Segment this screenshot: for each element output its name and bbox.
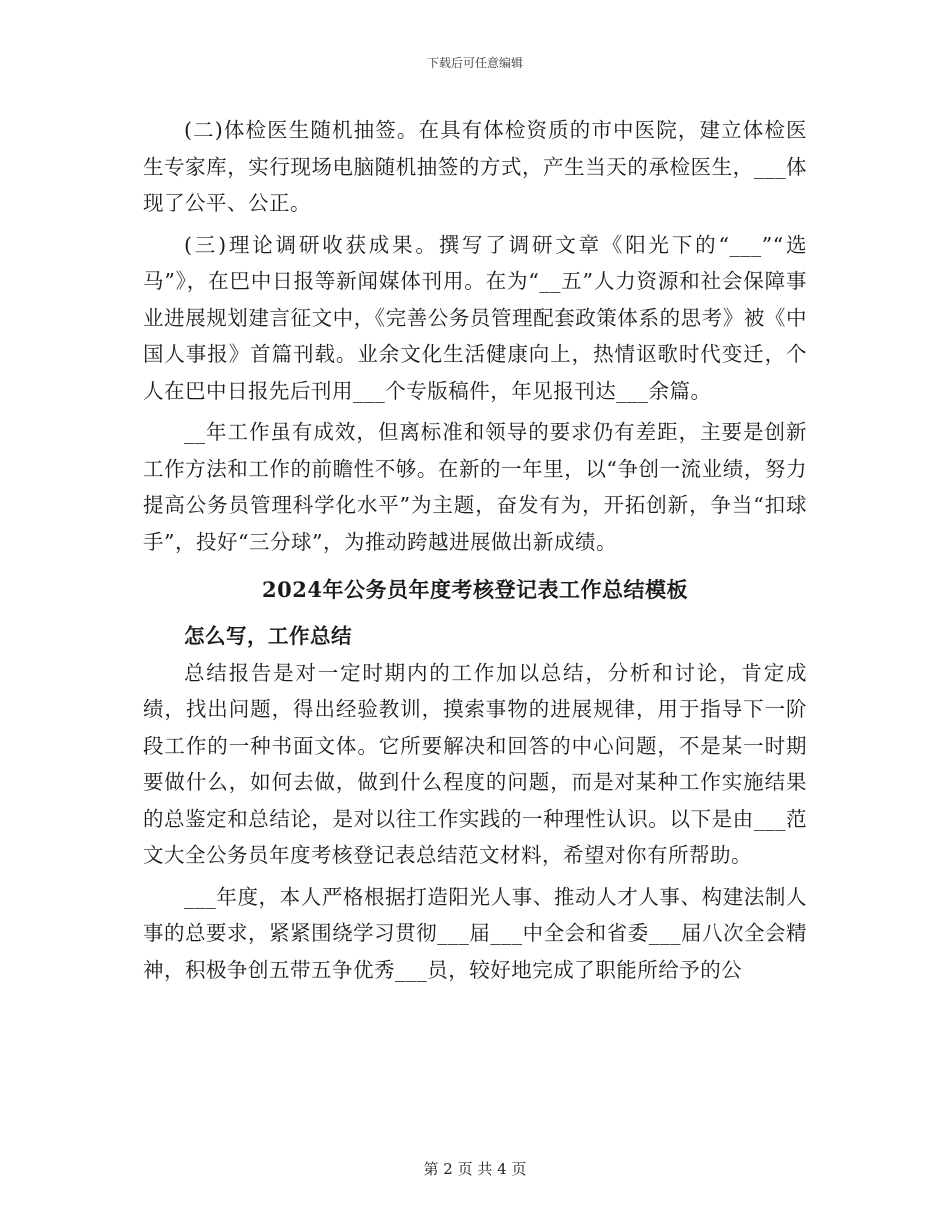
document-title: 2024年公务员年度考核登记表工作总结模板 <box>262 577 688 602</box>
paragraph-summary-definition: 总结报告是对一定时期内的工作加以总结，分析和讨论，肯定成绩，找出问题，得出经验教训，摸索事物的进展规律，用于指导下一阶段工作的一种书面文体。它所要解决和回答的中心问题，不是某一时期要做什么，如何去做，做到什么程度的问题，而是对某种工作实施结果的总鉴定和总结论，是对以往工作实践的一种理性认识。以下是由___范文大全公务员年度考核登记表总结范文材料，希望对你有所帮助。 <box>143 660 807 867</box>
header-note: 下载后可任意编辑 <box>426 56 523 70</box>
paragraph-research-results: (三)理论调研收获成果。撰写了调研文章《阳光下的“___”“选马”》，在巴中日报等新闻媒体刊用。在为“__五”人力资源和社会保障事业进展规划建言征文中，《完善公务员管理配套政策体系的思考》被《中国人事报》首篇刊载。业余文化生活健康向上，热情讴歌时代变迁，个人在巴中日报先后刊用___个专版稿件，年见报刊达___余篇。 <box>143 232 807 403</box>
document-body <box>143 112 807 988</box>
paragraph-shortcomings: __年工作虽有成效，但离标准和领导的要求仍有差距，主要是创新工作方法和工作的前瞻性不够。在新的一年里，以“争创一流业绩，努力提高公务员管理科学化水平”为主题，奋发有为，开拓创新，争当“扣球手”，投好“三分球”，为推动跨越进展做出新成绩。 <box>143 420 807 554</box>
paragraph-physician-lottery: (二)体检医生随机抽签。在具有体检资质的市中医院，建立体检医生专家库，实行现场电脑随机抽签的方式，产生当天的承检医生，___体现了公平、公正。 <box>143 118 807 215</box>
section-heading: 怎么写，工作总结 <box>184 624 352 648</box>
paragraph-annual-review: ___年度，本人严格根据打造阳光人事、推动人才人事、构建法制人事的总要求，紧紧围绕学习贯彻___届___中全会和省委___届八次全会精神，积极争创五带五争优秀___员，较好地完成了职能所给予的公 <box>143 884 807 982</box>
page-number: 第 2 页 共 4 页 <box>423 1160 527 1178</box>
